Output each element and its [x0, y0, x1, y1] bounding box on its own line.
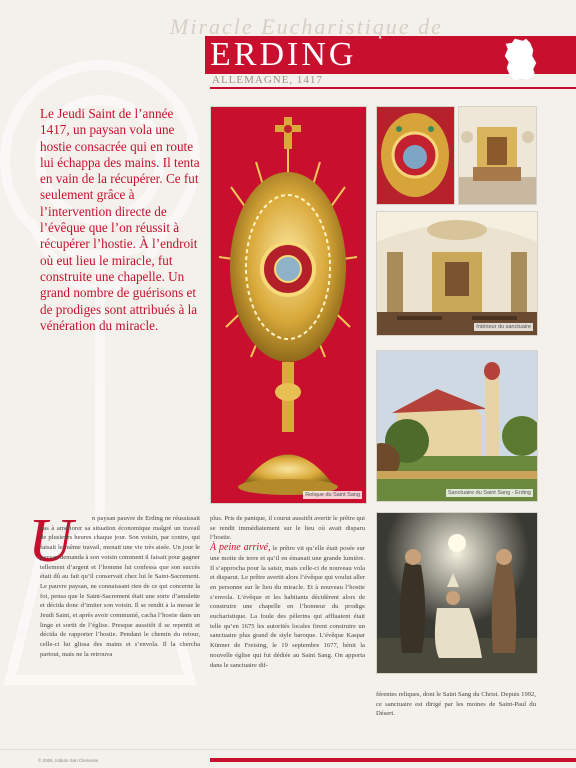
reliquary-image — [211, 107, 366, 503]
header-country: ALLEMAGNE, 1417 — [212, 74, 323, 86]
body-text: plus. Pris de panique, il courut aussitôt avertir le prêtre qui se rendit immédiatement sur le lieu où avait disparu l’hostie. — [210, 515, 365, 542]
church-image — [377, 351, 537, 501]
body-column-3 — [376, 690, 536, 719]
church-caption: Sanctuaire du Saint Sang - Erding — [447, 490, 531, 496]
germany-map-icon — [503, 38, 537, 82]
miracle-painting — [376, 512, 538, 674]
italic-lead: À peine arrivé, — [210, 542, 271, 554]
page-title: ERDING — [210, 36, 357, 73]
altar-photo — [458, 106, 537, 205]
body-column-1 — [40, 514, 200, 660]
interior-image — [377, 212, 537, 335]
footer-divider — [0, 749, 576, 750]
body-paragraph — [210, 514, 365, 670]
body-paragraph: n paysan pauvre de Erding ne réussissait pas à améliorer sa situation économique malgré un travail de plusieurs heures chaque jour. Son voisin, par contre, qui faisait le même travail, menait une vie très aisée. Un jour le paysan demanda à son voisin comment il faisait pour gagner tellement d’argent et l’homme lui confessa que son succès était dû au fait qu’il conservait chez lui le Saint-Sacrement. Le pauvre paysan, ne connaissant rien de ce qui concerne la foi, pensa que le Saint-Sacrement était une sorte d’amulette et décida donc d’imiter son voisin. Il se rendit à la messe le Jeudi Saint, et après avoir communié, cacha l’hostie dans un linge et sortit de l’église. Presque aussitôt il se repentit et décida de rapporter l’hostie. Pendant le chemin du retour, celle-ci lui glissa des mains et s’envola. Il la chercha partout, mais ne la retrouva — [40, 515, 200, 658]
church-photo — [376, 350, 538, 502]
interior-caption: Intérieur du sanctuaire — [476, 324, 531, 330]
header-rule — [210, 87, 576, 89]
reliquary-detail-photo — [376, 106, 455, 205]
header-subtitle: Miracle Eucharistique de — [170, 14, 443, 39]
miracle-painting-image — [377, 513, 537, 673]
footer-rule — [210, 758, 576, 762]
body-column-2 — [210, 514, 365, 670]
summary-paragraph: Le Jeudi Saint de l’année 1417, un paysan vola une hostie consacrée qui en route lui échappa des mains. Il tenta en vain de la récupérer. Ce fut seulement grâce à l’intervention directe de l’évêque que l’on réussit à récupérer l’hostie. À l’endroit où eut lieu le miracle, fut construite une chapelle. Un grand nombre de guérisons et de prodiges sont attribués à la vénération du miracle. — [40, 106, 200, 333]
reliquary-photo — [210, 106, 367, 504]
reliquary-caption: Relique du Saint Sang — [305, 492, 360, 498]
drop-cap: U — [28, 507, 73, 575]
body-paragraph: férentes reliques, dont le Saint Sang du Christ. Depuis 1992, ce sanctuaire est dirigé par les moines de Saint-Paul du Désert. — [376, 691, 536, 718]
reliquary-detail-image — [377, 107, 454, 204]
summary-text — [40, 106, 205, 334]
body-text: le prêtre vit qu’elle était posée sur une motte de terre et qu’il en émanait une grande lumière. Il s’approcha pour la saisir, mais celle-ci de nouveau vola et disparut. Le prêtre avertit alors l’évêque qui voulut aller en personne sur le lieu du miracle. Et à nouveau l’hostie s’envola. L’évêque et les habitants décidèrent alors de construire une chapelle en l’honneur du prodige eucharistique. La foule des pèlerins qui affluaient était telle qu’en 1675 les autorités locales firent construire un sanctuaire plus grand de style baroque. L’évêque Kaspar Künner de Freising, le 19 septembre 1677, bénit la nouvelle église qui fut dédiée au Saint Sang. On apporta dans le sanctuaire dif- — [210, 545, 365, 669]
copyright: © 2006, Istituto San Clemente — [38, 758, 99, 763]
interior-photo — [376, 211, 538, 336]
altar-image — [459, 107, 536, 204]
